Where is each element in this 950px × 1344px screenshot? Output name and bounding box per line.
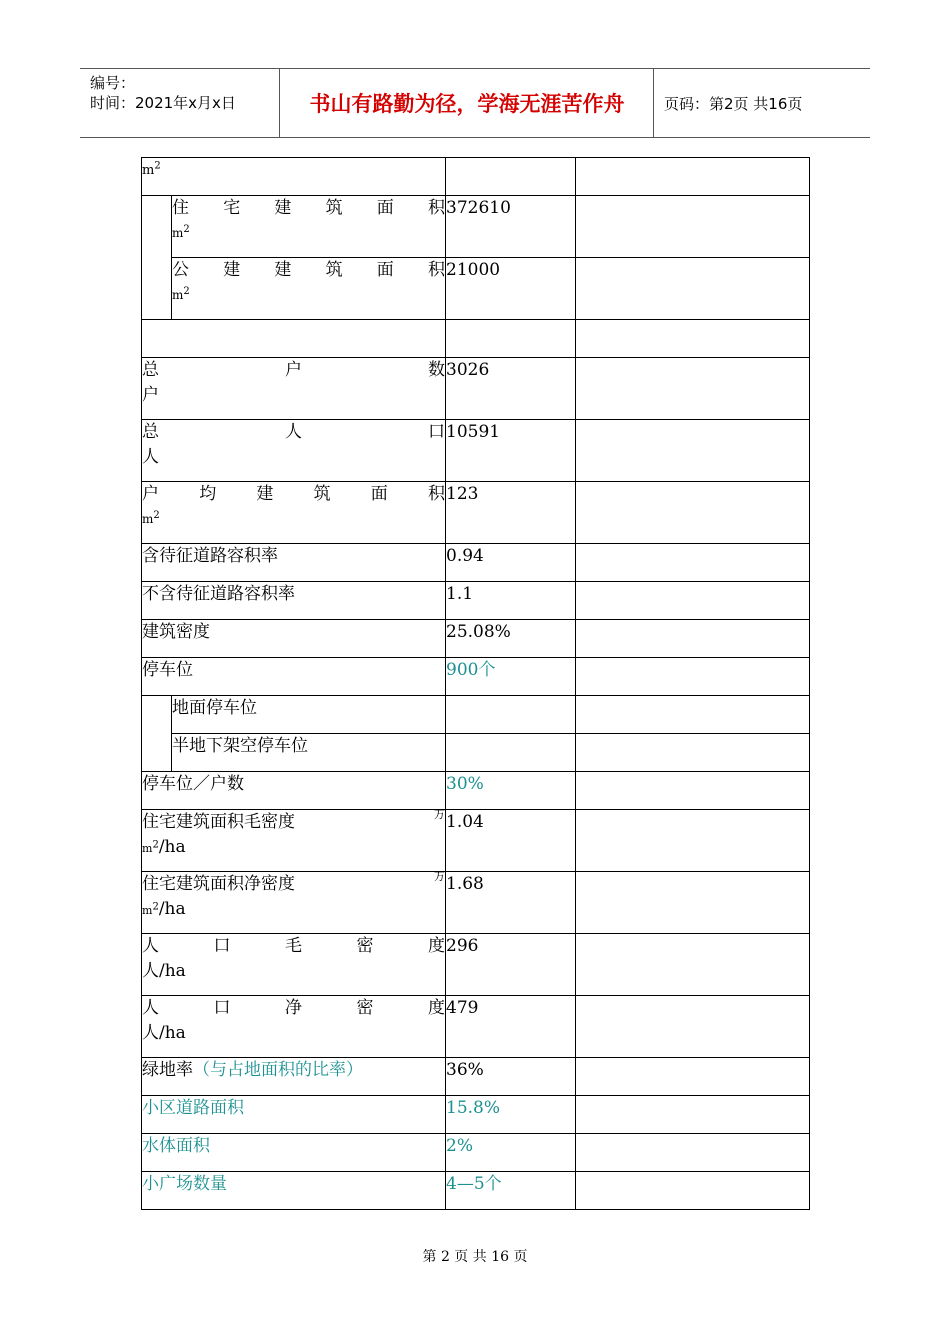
- row-label-text: 住宅建筑面积毛密度: [142, 812, 295, 832]
- row-note: [576, 544, 810, 582]
- row-value: 1.04: [446, 810, 576, 872]
- row-label: [142, 358, 446, 420]
- row-note: [576, 258, 810, 320]
- row-value: 3026: [446, 358, 576, 420]
- row-note: [576, 810, 810, 872]
- row-note: [576, 1134, 810, 1172]
- table-row: [142, 320, 810, 358]
- table-row: [142, 582, 810, 620]
- row-label: [142, 934, 446, 996]
- row-unit-top: 万: [434, 870, 446, 883]
- table-row: [142, 658, 810, 696]
- table-row: [142, 810, 810, 872]
- row-label: 不含待征道路容积率: [142, 582, 446, 620]
- table-row: [142, 1096, 810, 1134]
- row-value: 0.94: [446, 544, 576, 582]
- row-label: 小区道路面积: [142, 1096, 446, 1134]
- table-row: [142, 772, 810, 810]
- row-value: 25.08%: [446, 620, 576, 658]
- row-value: 15.8%: [446, 1096, 576, 1134]
- row-value: 123: [446, 482, 576, 544]
- row-label-text: 人口毛密度: [142, 936, 446, 956]
- row-note: [576, 872, 810, 934]
- row-unit: 人: [142, 447, 159, 467]
- row-note: [576, 158, 810, 196]
- table-row: [142, 1058, 810, 1096]
- table-row: [142, 934, 810, 996]
- row-note: [576, 658, 810, 696]
- row-label: 停车位: [142, 658, 446, 696]
- page-footer: 第 2 页 共 16 页: [422, 1249, 528, 1265]
- row-value: 372610: [446, 196, 576, 258]
- row-unit-top: 万: [434, 808, 446, 821]
- table-row: [142, 544, 810, 582]
- table-row: [142, 734, 810, 772]
- row-value: 1.1: [446, 582, 576, 620]
- table-row: [142, 258, 810, 320]
- row-label: 半地下架空停车位: [172, 734, 446, 772]
- row-label-text: 公建建筑面积: [172, 260, 446, 280]
- row-note: [576, 620, 810, 658]
- row-label: [172, 196, 446, 258]
- table-row: [142, 196, 810, 258]
- table-row: [142, 1134, 810, 1172]
- row-unit: $m^2$: [142, 510, 160, 526]
- row-note: [576, 1058, 810, 1096]
- row-label: 停车位／户数: [142, 772, 446, 810]
- row-value: 1.68: [446, 872, 576, 934]
- time-label: 时间：2021年x月x日: [90, 94, 236, 112]
- row-label: [142, 420, 446, 482]
- row-label: 地面停车位: [172, 696, 446, 734]
- row-label: [142, 872, 446, 934]
- row-label-text: 总人口: [142, 422, 446, 442]
- row-note: [576, 420, 810, 482]
- row-unit: 户: [142, 385, 159, 405]
- indent-cell: [142, 696, 172, 772]
- number-label: 编号：: [90, 74, 136, 92]
- row-value: 296: [446, 934, 576, 996]
- row-unit: m2/ha: [142, 899, 186, 919]
- table-row: [142, 872, 810, 934]
- table-row: [142, 358, 810, 420]
- row-unit: $m^2$: [172, 224, 190, 240]
- row-value: [446, 320, 576, 358]
- row-label-note: （与占地面积的比率）: [193, 1060, 363, 1080]
- row-note: [576, 696, 810, 734]
- row-note: [576, 1096, 810, 1134]
- row-label: 小广场数量: [142, 1172, 446, 1210]
- row-note: [576, 320, 810, 358]
- row-unit: 人/ha: [142, 961, 186, 981]
- table-row: [142, 696, 810, 734]
- row-label: [142, 320, 446, 358]
- row-label: [142, 482, 446, 544]
- row-value: 10591: [446, 420, 576, 482]
- row-value: [446, 734, 576, 772]
- header-page-info: 页码：第2页 共16页: [664, 94, 803, 113]
- row-note: [576, 734, 810, 772]
- row-note: [576, 482, 810, 544]
- row-value: [446, 696, 576, 734]
- table-row: [142, 620, 810, 658]
- table-row: [142, 158, 810, 196]
- row-value: 36%: [446, 1058, 576, 1096]
- row-label: 含待征道路容积率: [142, 544, 446, 582]
- row-value: 479: [446, 996, 576, 1058]
- row-value: 30%: [446, 772, 576, 810]
- row-label: [142, 1058, 446, 1096]
- page-header: [80, 68, 870, 138]
- row-value: 900个: [446, 658, 576, 696]
- row-value: [446, 158, 576, 196]
- row-label-text: 人口净密度: [142, 998, 446, 1018]
- row-label: [142, 810, 446, 872]
- row-label-text: 绿地率: [142, 1060, 193, 1080]
- table-row: [142, 996, 810, 1058]
- row-note: [576, 358, 810, 420]
- row-label: [142, 996, 446, 1058]
- row-note: [576, 582, 810, 620]
- row-label-text: 住宅建筑面积净密度: [142, 874, 295, 894]
- row-unit: m2/ha: [142, 837, 186, 857]
- row-label-text: 户均建筑面积: [142, 484, 446, 504]
- indicator-table: [141, 157, 810, 1210]
- row-note: [576, 934, 810, 996]
- row-unit: $m^2$: [172, 286, 190, 302]
- row-note: [576, 996, 810, 1058]
- row-label: 建筑密度: [142, 620, 446, 658]
- row-value: 21000: [446, 258, 576, 320]
- row-value: 4—5个: [446, 1172, 576, 1210]
- header-motto: 书山有路勤为径，学海无涯苦作舟: [281, 69, 654, 137]
- table-row: [142, 420, 810, 482]
- row-label-text: 总户数: [142, 360, 446, 380]
- row-label: 水体面积: [142, 1134, 446, 1172]
- row-note: [576, 1172, 810, 1210]
- row-unit: 人/ha: [142, 1023, 186, 1043]
- table-row: [142, 1172, 810, 1210]
- row-label-text: 住宅建筑面积: [172, 198, 446, 218]
- table-row: [142, 482, 810, 544]
- row-note: [576, 196, 810, 258]
- row-note: [576, 772, 810, 810]
- row-label: [172, 258, 446, 320]
- header-meta: [80, 69, 280, 137]
- row-label: $m^2$: [142, 158, 446, 196]
- indent-cell: [142, 196, 172, 320]
- row-value: 2%: [446, 1134, 576, 1172]
